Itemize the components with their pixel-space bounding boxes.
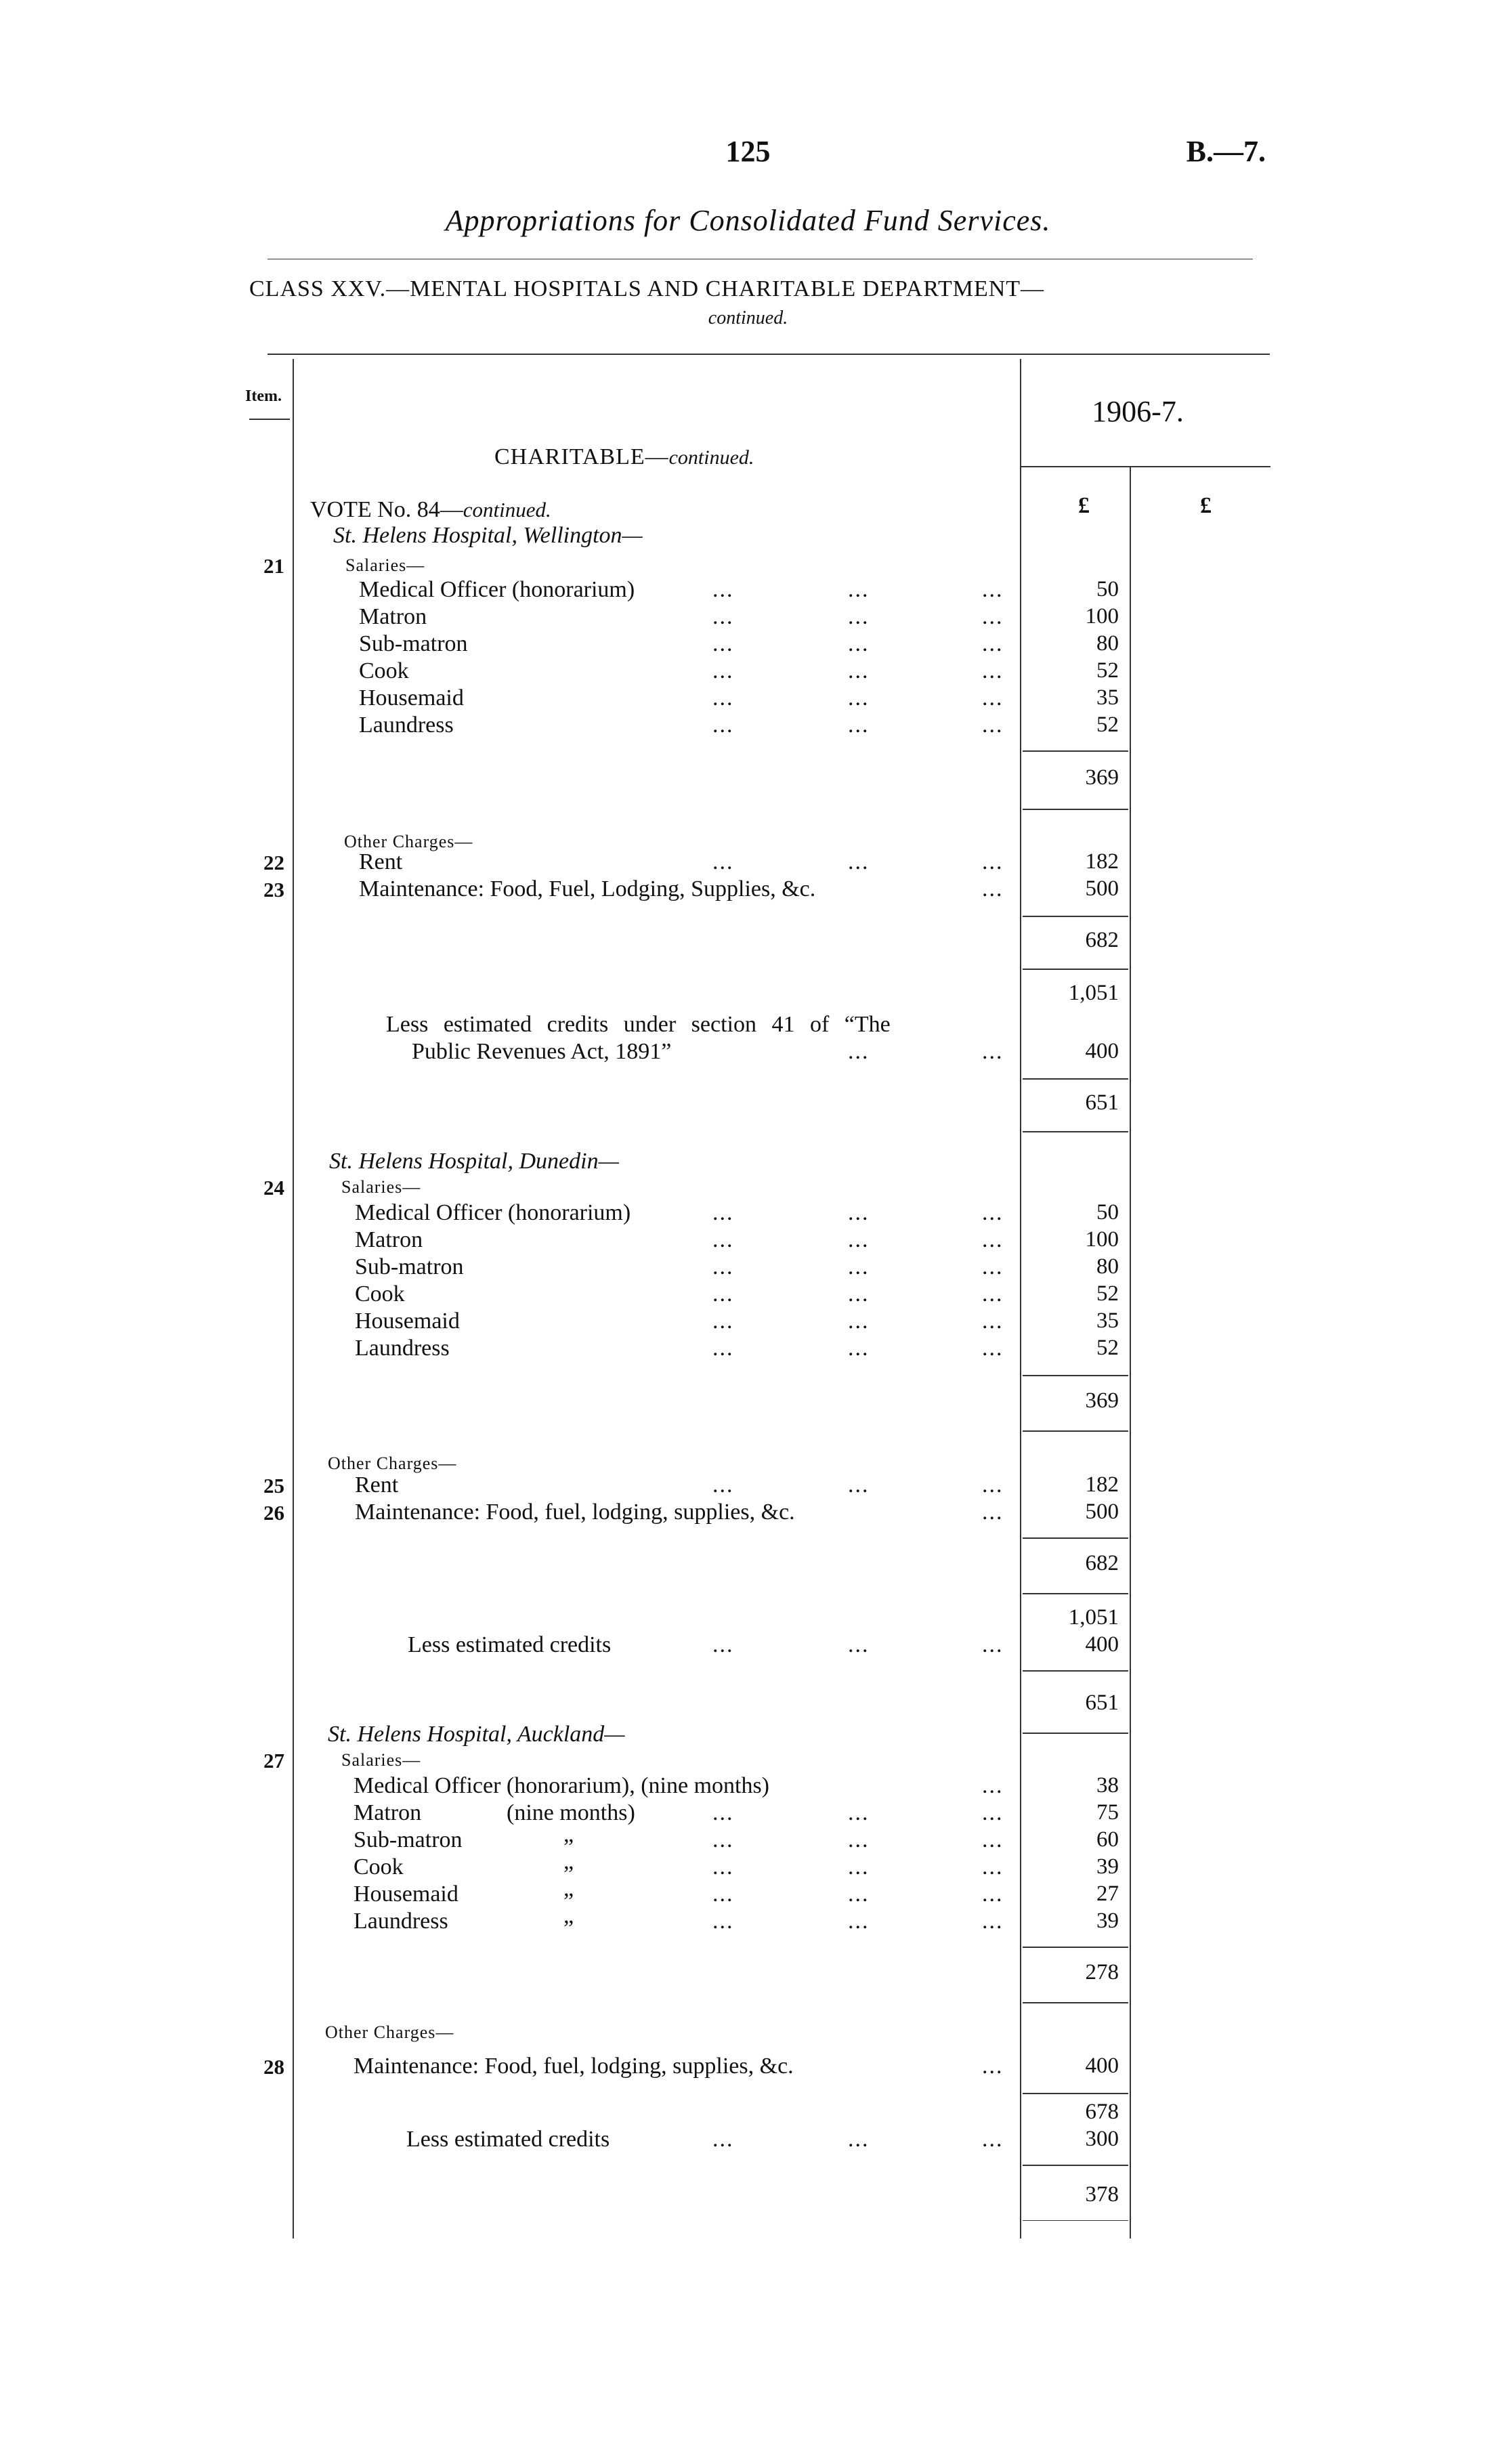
- salary-amount: 100: [1085, 604, 1119, 629]
- less-credits-label: Less estimated credits under section 41 of “The: [386, 1012, 891, 1037]
- leader-dots: ...: [848, 658, 870, 683]
- less-credits-label: Less estimated credits: [408, 1632, 612, 1657]
- leader-dots: ...: [982, 604, 1004, 629]
- leader-dots: ...: [982, 1800, 1004, 1825]
- leader-dots: ...: [712, 2127, 734, 2152]
- other-charges-label: Other Charges—: [344, 832, 473, 851]
- leader-dots: ...: [982, 1336, 1004, 1361]
- amount-column-rule-mid: [1130, 466, 1131, 2238]
- leader-dots: ...: [848, 1200, 870, 1225]
- leader-dots: ...: [982, 1200, 1004, 1225]
- salary-amount: 52: [1096, 713, 1119, 737]
- leader-dots: ...: [982, 2127, 1004, 2152]
- salary-amount: 50: [1096, 577, 1119, 601]
- less-credits-amount: 300: [1085, 2127, 1119, 2151]
- rent-label: Rent: [359, 849, 403, 874]
- leader-dots: ...: [982, 849, 1004, 874]
- subtotal-rule: [1023, 1670, 1128, 1672]
- salaries-label: Salaries—: [341, 1750, 421, 1770]
- currency-symbol-1: £: [1078, 493, 1090, 518]
- leader-dots: ...: [982, 631, 1004, 656]
- leader-dots: ...: [982, 1882, 1004, 1907]
- leader-dots: ...: [848, 1309, 870, 1334]
- leader-dots: ...: [848, 713, 870, 738]
- maintenance-amount: 500: [1085, 876, 1119, 901]
- less-credits-label: Less estimated credits: [406, 2127, 610, 2152]
- ditto-mark: „: [563, 1876, 574, 1901]
- item-number: 28: [263, 2055, 284, 2079]
- subtotal-rule: [1023, 2093, 1128, 2094]
- salary-label: Housemaid: [354, 1882, 458, 1907]
- item-number: 23: [263, 878, 284, 901]
- page-title: Appropriations for Consolidated Fund Services.: [445, 204, 1051, 237]
- leader-dots: ...: [712, 1254, 734, 1279]
- salary-label: Laundress: [355, 1336, 450, 1361]
- class-heading: CLASS XXV.—MENTAL HOSPITALS AND CHARITABLE DEPARTMENT—: [249, 276, 1045, 301]
- salary-note: (nine months): [507, 1800, 635, 1825]
- salary-label: Housemaid: [355, 1309, 460, 1334]
- leader-dots: ...: [982, 1472, 1004, 1497]
- salary-amount: 39: [1096, 1909, 1119, 1933]
- leader-dots: ...: [848, 1800, 870, 1825]
- salary-label: Sub-matron: [354, 1827, 463, 1852]
- salary-label: Cook: [355, 1281, 405, 1307]
- leader-dots: ...: [982, 1854, 1004, 1879]
- subtotal-rule: [1023, 969, 1128, 970]
- gross-total: 1,051: [1068, 1605, 1119, 1630]
- subtotal-rule: [1023, 750, 1128, 752]
- subtotal-rule: [1023, 2220, 1128, 2221]
- leader-dots: ...: [848, 1039, 870, 1064]
- maintenance-amount: 500: [1085, 1500, 1119, 1524]
- rent-label: Rent: [355, 1472, 399, 1497]
- leader-dots: ...: [982, 1309, 1004, 1334]
- salary-label: Medical Officer (honorarium), (nine months): [354, 1773, 770, 1798]
- salary-amount: 100: [1085, 1227, 1119, 1252]
- leader-dots: ...: [848, 849, 870, 874]
- subtotal-rule: [1023, 1078, 1128, 1080]
- leader-dots: ...: [982, 876, 1004, 901]
- salary-amount: 39: [1096, 1854, 1119, 1879]
- salary-amount: 27: [1096, 1882, 1119, 1906]
- salary-amount: 38: [1096, 1773, 1119, 1798]
- leader-dots: ...: [982, 1039, 1004, 1064]
- leader-dots: ...: [982, 2054, 1004, 2079]
- salary-amount: 52: [1096, 1281, 1119, 1306]
- item-number: 27: [263, 1749, 284, 1772]
- item-column-rule: [293, 359, 294, 2238]
- leader-dots: ...: [982, 1500, 1004, 1525]
- year-column-header: 1906-7.: [1092, 395, 1184, 428]
- leader-dots: ...: [712, 1336, 734, 1361]
- salary-label: Sub-matron: [355, 1254, 464, 1279]
- leader-dots: ...: [982, 1281, 1004, 1307]
- leader-dots: ...: [982, 1909, 1004, 1934]
- leader-dots: ...: [982, 1254, 1004, 1279]
- subtotal-rule: [1023, 1375, 1128, 1376]
- leader-dots: ...: [982, 1773, 1004, 1798]
- leader-dots: ...: [712, 1827, 734, 1852]
- leader-dots: ...: [848, 631, 870, 656]
- leader-dots: ...: [712, 1309, 734, 1334]
- net-total: 651: [1085, 1090, 1119, 1115]
- leader-dots: ...: [712, 1854, 734, 1879]
- leader-dots: ...: [712, 1472, 734, 1497]
- leader-dots: ...: [712, 1200, 734, 1225]
- salary-label: Medical Officer (honorarium): [359, 577, 635, 602]
- salary-label: Cook: [359, 658, 409, 683]
- salary-amount: 35: [1096, 685, 1119, 710]
- salary-amount: 50: [1096, 1200, 1119, 1225]
- leader-dots: ...: [712, 1227, 734, 1252]
- ditto-mark: „: [563, 1822, 574, 1847]
- item-header-underline: [249, 419, 290, 420]
- salary-label: Matron: [354, 1800, 422, 1825]
- leader-dots: ...: [712, 604, 734, 629]
- salary-label: Matron: [355, 1227, 423, 1252]
- salary-amount: 52: [1096, 658, 1119, 683]
- salaries-label: Salaries—: [341, 1177, 421, 1197]
- subtotal-rule: [1023, 1733, 1128, 1734]
- leader-dots: ...: [848, 1281, 870, 1307]
- salary-amount: 80: [1096, 631, 1119, 656]
- less-credits-amount: 400: [1085, 1632, 1119, 1657]
- item-column-header: Item.: [245, 387, 282, 405]
- salaries-total: 278: [1085, 1960, 1119, 1984]
- vote-title-continued: continued.: [463, 498, 551, 522]
- subtotal-rule: [1023, 1430, 1128, 1432]
- leader-dots: ...: [712, 685, 734, 710]
- section-title-text: CHARITABLE—: [494, 444, 669, 469]
- maintenance-label: Maintenance: Food, Fuel, Lodging, Supplies, &c.: [359, 876, 816, 901]
- year-header-rule: [1020, 466, 1270, 467]
- item-number: 24: [263, 1176, 284, 1199]
- leader-dots: ...: [982, 1227, 1004, 1252]
- gross-total: 1,051: [1068, 981, 1119, 1005]
- vote-title: [310, 497, 551, 523]
- salary-amount: 52: [1096, 1336, 1119, 1360]
- salary-label: Matron: [359, 604, 427, 629]
- net-total: 651: [1085, 1691, 1119, 1715]
- leader-dots: ...: [712, 849, 734, 874]
- leader-dots: ...: [848, 1827, 870, 1852]
- leader-dots: ...: [848, 1254, 870, 1279]
- leader-dots: ...: [982, 1827, 1004, 1852]
- salary-label: Sub-matron: [359, 631, 468, 656]
- leader-dots: ...: [848, 1472, 870, 1497]
- leader-dots: ...: [848, 1909, 870, 1934]
- less-credits-label-continued: Public Revenues Act, 1891”: [412, 1039, 672, 1064]
- salary-label: Laundress: [359, 713, 454, 738]
- leader-dots: ...: [982, 577, 1004, 602]
- leader-dots: ...: [848, 604, 870, 629]
- leader-dots: ...: [848, 1227, 870, 1252]
- net-total: 378: [1085, 2182, 1119, 2207]
- subtotal-rule: [1023, 2002, 1128, 2003]
- document-reference: B.—7.: [1186, 135, 1266, 168]
- maintenance-label: Maintenance: Food, fuel, lodging, supplies, &c.: [355, 1500, 795, 1525]
- other-charges-total: 682: [1085, 928, 1119, 952]
- auckland-title: St. Helens Hospital, Auckland—: [328, 1722, 625, 1747]
- maintenance-label: Maintenance: Food, fuel, lodging, supplies, &c.: [354, 2054, 794, 2079]
- leader-dots: ...: [712, 1882, 734, 1907]
- leader-dots: ...: [712, 713, 734, 738]
- leader-dots: ...: [982, 1632, 1004, 1657]
- page-number: 125: [725, 135, 771, 168]
- other-charges-label: Other Charges—: [328, 1453, 457, 1473]
- subtotal-rule: [1023, 916, 1128, 917]
- dunedin-title: St. Helens Hospital, Dunedin—: [329, 1149, 619, 1174]
- leader-dots: ...: [712, 631, 734, 656]
- other-charges-label: Other Charges—: [325, 2022, 454, 2042]
- salary-label: Housemaid: [359, 685, 464, 710]
- salary-amount: 60: [1096, 1827, 1119, 1852]
- class-heading-continued: continued.: [708, 307, 788, 328]
- rent-amount: 182: [1085, 1472, 1119, 1497]
- subtotal-rule: [1023, 1537, 1128, 1539]
- item-number: 22: [263, 851, 284, 874]
- item-number: 26: [263, 1501, 284, 1525]
- currency-symbol-2: £: [1200, 493, 1212, 518]
- salary-label: Laundress: [354, 1909, 448, 1934]
- maintenance-amount: 400: [1085, 2054, 1119, 2078]
- ditto-mark: „: [563, 1849, 574, 1874]
- leader-dots: ...: [712, 658, 734, 683]
- salary-label: Medical Officer (honorarium): [355, 1200, 631, 1225]
- salary-label: Cook: [354, 1854, 404, 1879]
- leader-dots: ...: [848, 1632, 870, 1657]
- item-number: 21: [263, 554, 284, 578]
- subtotal-rule: [1023, 809, 1128, 810]
- subtotal-rule: [1023, 1947, 1128, 1948]
- leader-dots: ...: [712, 1800, 734, 1825]
- salary-amount: 35: [1096, 1309, 1119, 1333]
- leader-dots: ...: [848, 2127, 870, 2152]
- leader-dots: ...: [982, 713, 1004, 738]
- salary-amount: 80: [1096, 1254, 1119, 1279]
- subtotal-rule: [1023, 2165, 1128, 2166]
- section-title-continued: continued.: [668, 446, 754, 469]
- leader-dots: ...: [848, 577, 870, 602]
- less-credits-amount: 400: [1085, 1039, 1119, 1063]
- gross-total: 678: [1085, 2100, 1119, 2124]
- other-charges-total: 682: [1085, 1551, 1119, 1575]
- salary-amount: 75: [1096, 1800, 1119, 1825]
- leader-dots: ...: [848, 1336, 870, 1361]
- leader-dots: ...: [848, 1854, 870, 1879]
- leader-dots: ...: [848, 1882, 870, 1907]
- leader-dots: ...: [712, 1632, 734, 1657]
- leader-dots: ...: [982, 658, 1004, 683]
- table-top-rule: [268, 354, 1270, 355]
- item-number: 25: [263, 1474, 284, 1497]
- wellington-title: St. Helens Hospital, Wellington—: [333, 523, 643, 548]
- salaries-total: 369: [1085, 1388, 1119, 1413]
- vote-title-text: VOTE No. 84—: [310, 497, 463, 522]
- leader-dots: ...: [982, 685, 1004, 710]
- salaries-total: 369: [1085, 765, 1119, 790]
- ditto-mark: „: [563, 1903, 574, 1928]
- subtotal-rule: [1023, 1593, 1128, 1594]
- leader-dots: ...: [848, 685, 870, 710]
- salaries-label: Salaries—: [345, 555, 425, 575]
- leader-dots: ...: [712, 1909, 734, 1934]
- leader-dots: ...: [712, 1281, 734, 1307]
- section-title: [494, 444, 754, 470]
- leader-dots: ...: [712, 577, 734, 602]
- subtotal-rule: [1023, 1131, 1128, 1132]
- rent-amount: 182: [1085, 849, 1119, 874]
